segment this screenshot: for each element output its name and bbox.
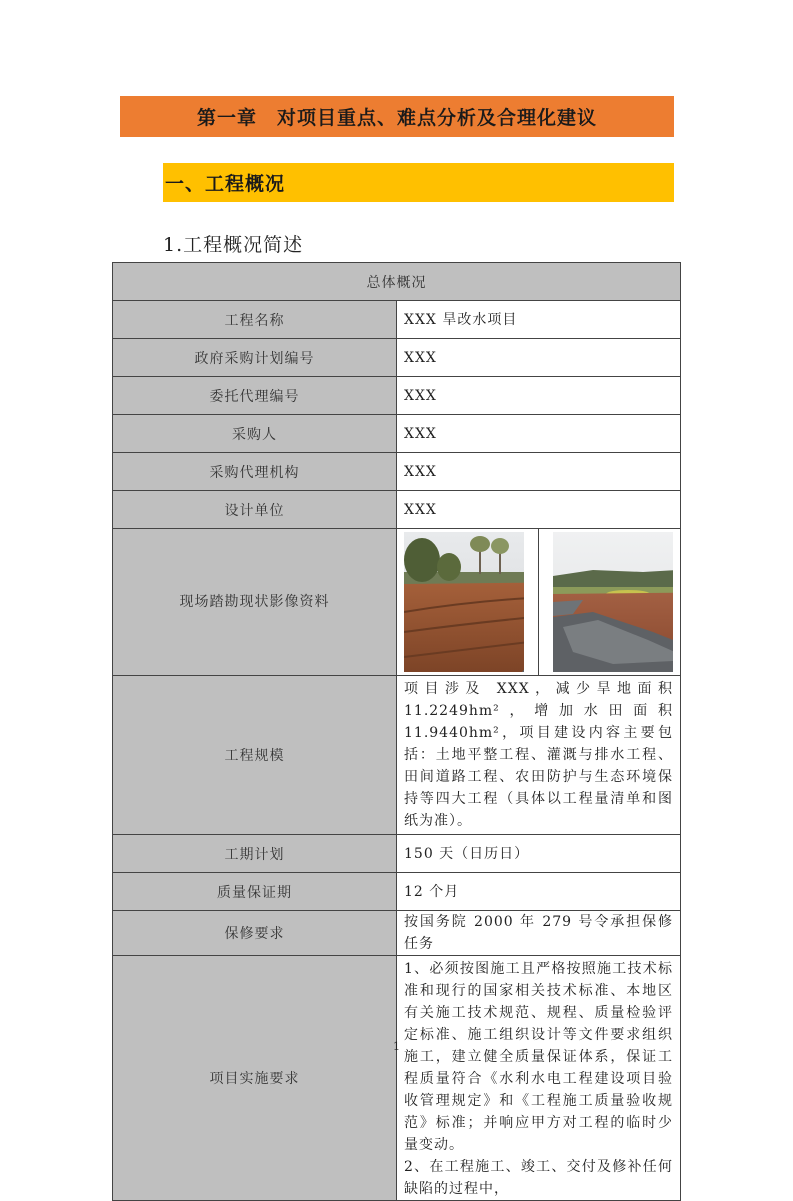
table-row bbox=[113, 873, 681, 911]
overview-table bbox=[112, 262, 681, 1201]
table-row bbox=[113, 453, 681, 491]
implementation-label: 项目实施要求 bbox=[113, 956, 397, 1201]
project-name-label: 工程名称 bbox=[113, 301, 397, 339]
procurement-agency-value: XXX bbox=[397, 453, 681, 491]
section-title: 一、工程概况 bbox=[163, 163, 674, 202]
table-row bbox=[113, 956, 681, 1201]
table-header: 总体概况 bbox=[113, 263, 681, 301]
warranty-value: 12 个月 bbox=[397, 873, 681, 911]
implementation-paragraph-2: 2、在工程施工、竣工、交付及修补任何缺陷的过程中， bbox=[404, 1156, 673, 1200]
project-scale-value: 项目涉及 XXX，减少旱地面积 11.2249hm²，增加水田面积 11.9440hm²，项目建设内容主要包括：土地平整工程、灌溉与排水工程、田间道路工程、农田防护与生态环境保持等四大工程（具体以工程量清单和图纸为准）。 bbox=[397, 676, 681, 835]
table-row bbox=[113, 491, 681, 529]
table-row bbox=[113, 415, 681, 453]
project-scale-label: 工程规模 bbox=[113, 676, 397, 835]
subsection-title: 1.工程概况简述 bbox=[163, 230, 303, 257]
table-row bbox=[113, 835, 681, 873]
maintenance-label: 保修要求 bbox=[113, 911, 397, 956]
implementation-value bbox=[397, 956, 681, 1201]
procurement-plan-label: 政府采购计划编号 bbox=[113, 339, 397, 377]
photo-divider bbox=[538, 529, 539, 675]
project-name-value: XXX 旱改水项目 bbox=[397, 301, 681, 339]
table-row bbox=[113, 529, 681, 676]
procurement-plan-value: XXX bbox=[397, 339, 681, 377]
agency-number-value: XXX bbox=[397, 377, 681, 415]
table-row bbox=[113, 339, 681, 377]
design-unit-value: XXX bbox=[397, 491, 681, 529]
table-row bbox=[113, 911, 681, 956]
implementation-paragraph-1: 1、必须按图施工且严格按照施工技术标准和现行的国家相关技术标准、本地区有关施工技术规范、规程、质量检验评定标准、施工组织设计等文件要求组织施工，建立健全质量保证体系，保证工程质量符合《水利水电工程建设项目验收管理规定》和《工程施工质量验收规范》标准；并响应甲方对工程的临时少量变动。 bbox=[404, 958, 673, 1156]
page-number: 1 bbox=[0, 1040, 793, 1053]
schedule-value: 150 天（日历日） bbox=[397, 835, 681, 873]
site-photos-cell bbox=[397, 529, 681, 676]
purchaser-value: XXX bbox=[397, 415, 681, 453]
table-row bbox=[113, 377, 681, 415]
site-photo-1 bbox=[404, 532, 524, 672]
design-unit-label: 设计单位 bbox=[113, 491, 397, 529]
chapter-title: 第一章 对项目重点、难点分析及合理化建议 bbox=[120, 96, 674, 137]
maintenance-value: 按国务院 2000 年 279 号令承担保修任务 bbox=[397, 911, 681, 956]
schedule-label: 工期计划 bbox=[113, 835, 397, 873]
site-photo-2 bbox=[553, 532, 673, 672]
table-row bbox=[113, 301, 681, 339]
site-photos-label: 现场踏勘现状影像资料 bbox=[113, 529, 397, 676]
warranty-label: 质量保证期 bbox=[113, 873, 397, 911]
agency-number-label: 委托代理编号 bbox=[113, 377, 397, 415]
purchaser-label: 采购人 bbox=[113, 415, 397, 453]
procurement-agency-label: 采购代理机构 bbox=[113, 453, 397, 491]
table-row bbox=[113, 676, 681, 835]
